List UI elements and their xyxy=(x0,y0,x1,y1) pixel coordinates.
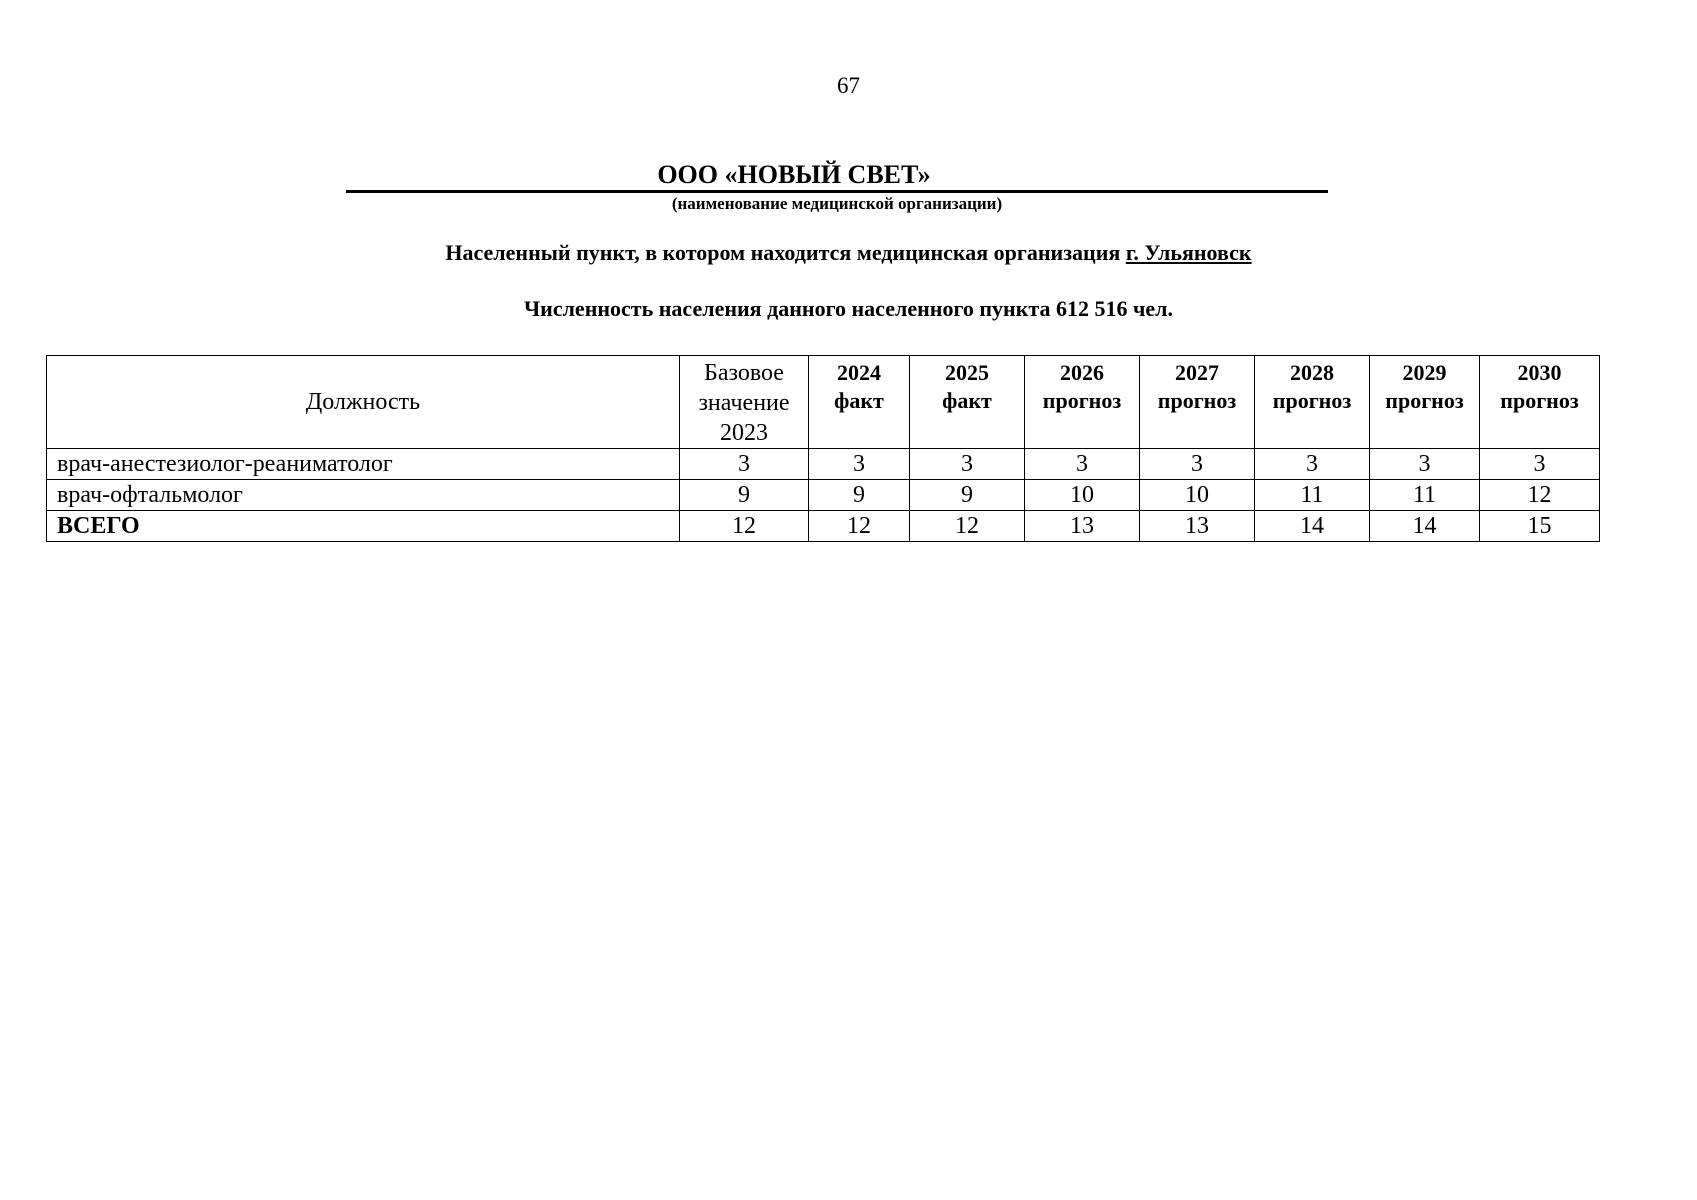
row-value: 10 xyxy=(1140,480,1255,511)
row-value: 9 xyxy=(809,480,910,511)
header-year-2030 xyxy=(1480,356,1600,449)
row-value: 11 xyxy=(1370,480,1480,511)
header-year: 2029 xyxy=(1402,360,1447,385)
header-year-type: прогноз xyxy=(1385,388,1464,413)
row-value: 3 xyxy=(680,449,809,480)
header-year-type: прогноз xyxy=(1042,388,1122,413)
population-line: Численность населения данного населенного пункта 612 516 чел. xyxy=(524,296,1173,321)
row-value: 12 xyxy=(809,511,910,542)
header-year-2029 xyxy=(1370,356,1480,449)
row-position: ВСЕГО xyxy=(47,511,680,542)
table-row xyxy=(47,449,1600,480)
row-value: 3 xyxy=(1140,449,1255,480)
header-year: 2025 xyxy=(945,360,989,385)
organization-name-line xyxy=(346,160,1328,193)
row-value: 13 xyxy=(1140,511,1255,542)
table-row xyxy=(47,480,1600,511)
settlement-city: г. Ульяновск xyxy=(1125,240,1252,265)
table-header-row xyxy=(47,356,1600,449)
row-value: 3 xyxy=(1255,449,1370,480)
row-value: 14 xyxy=(1255,511,1370,542)
header-year-2027 xyxy=(1140,356,1255,449)
header-year-type: прогноз xyxy=(1272,388,1352,413)
settlement-line xyxy=(0,240,1697,266)
header-base-line: 2023 xyxy=(720,420,768,446)
header-year: 2024 xyxy=(837,360,881,385)
table-row-total xyxy=(47,511,1600,542)
header-year-type: прогноз xyxy=(1500,388,1579,413)
row-value: 3 xyxy=(1480,449,1600,480)
row-value: 3 xyxy=(1025,449,1140,480)
header-year: 2027 xyxy=(1175,360,1219,385)
header-base-value xyxy=(680,356,809,449)
row-value: 10 xyxy=(1025,480,1140,511)
header-year-type: факт xyxy=(942,388,992,413)
header-year-type: факт xyxy=(834,388,884,413)
settlement-label: Населенный пункт, в котором находится медицинская организация xyxy=(445,240,1121,265)
header-year-2025 xyxy=(910,356,1025,449)
staffing-table xyxy=(46,355,1600,542)
row-value: 12 xyxy=(680,511,809,542)
row-value: 3 xyxy=(910,449,1025,480)
header-base-line: значение xyxy=(698,390,790,416)
header-year-2026 xyxy=(1025,356,1140,449)
header-year: 2026 xyxy=(1060,360,1104,385)
header-year-2024 xyxy=(809,356,910,449)
row-value: 11 xyxy=(1255,480,1370,511)
row-value: 9 xyxy=(680,480,809,511)
header-year-type: прогноз xyxy=(1157,388,1237,413)
organization-name: ООО «НОВЫЙ СВЕТ» xyxy=(657,160,931,189)
row-value: 12 xyxy=(910,511,1025,542)
row-position: врач-анестезиолог-реаниматолог xyxy=(47,449,680,480)
header-position: Должность xyxy=(47,356,680,449)
header-year: 2030 xyxy=(1517,360,1562,385)
organization-caption: (наименование медицинской организации) xyxy=(671,194,1003,213)
row-value: 3 xyxy=(1370,449,1480,480)
page-number: 67 xyxy=(837,73,860,98)
header-base-line: Базовое xyxy=(704,360,784,386)
row-value: 15 xyxy=(1480,511,1600,542)
row-value: 13 xyxy=(1025,511,1140,542)
row-value: 12 xyxy=(1480,480,1600,511)
row-value: 9 xyxy=(910,480,1025,511)
row-value: 3 xyxy=(809,449,910,480)
row-value: 14 xyxy=(1370,511,1480,542)
header-year: 2028 xyxy=(1290,360,1334,385)
header-year-2028 xyxy=(1255,356,1370,449)
row-position: врач-офтальмолог xyxy=(47,480,680,511)
